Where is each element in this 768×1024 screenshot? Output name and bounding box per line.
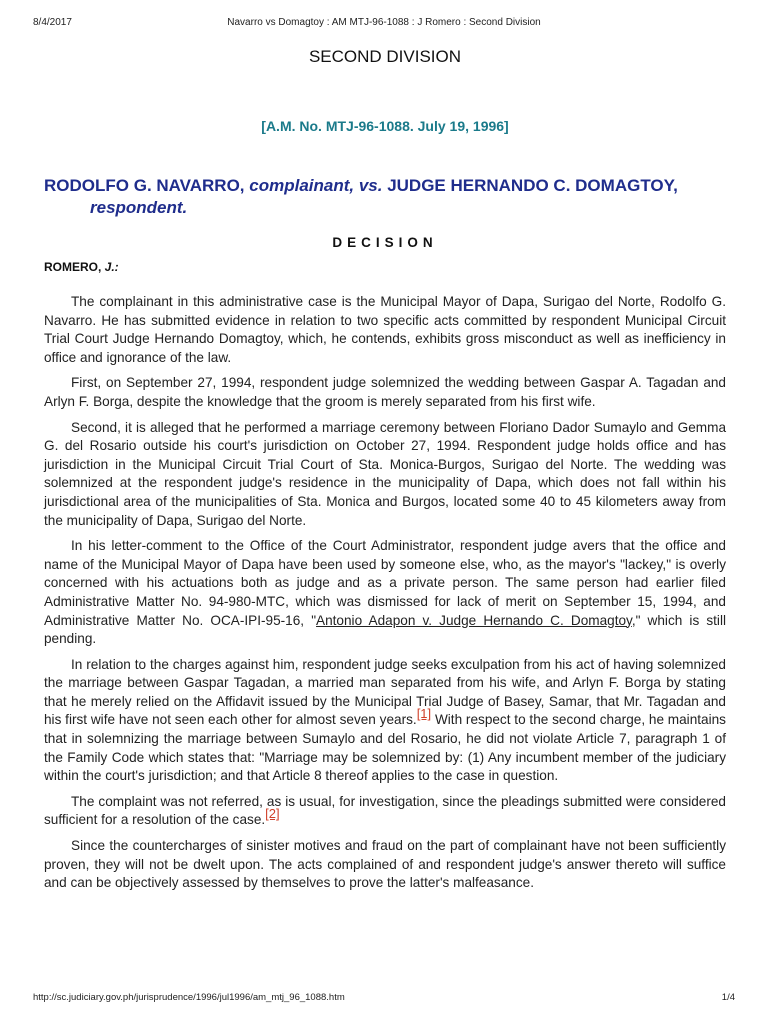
case-parties <box>44 175 726 219</box>
case-number: [A.M. No. MTJ-96-1088. July 19, 1996] <box>261 118 509 134</box>
paragraph-6-text: The complaint was not referred, as is usual, for investigation, since the pleadings submitted were considered sufficient for a resolution of the case. <box>44 793 726 828</box>
print-title: Navarro vs Domagtoy : AM MTJ-96-1088 : J Romero : Second Division <box>227 17 541 28</box>
paragraph-1: The complainant in this administrative case is the Municipal Mayor of Dapa, Surigao del Norte, Rodolfo G. Navarro. He has submitted evidence in relation to two specific acts committed by respondent Municipal Circuit Trial Court Judge Hernando Domagtoy, which, he contends, exhibits gross misconduct as well as inefficiency in office and ignorance of the law. <box>44 294 726 365</box>
paragraph-2: First, on September 27, 1994, respondent judge solemnized the wedding between Gaspar A. Tagadan and Arlyn F. Borga, despite the knowledge that the groom is merely separated from his first wife. <box>44 375 726 409</box>
cited-case-link[interactable]: Antonio Adapon v. Judge Hernando C. Domagtoy <box>316 612 632 628</box>
complainant-name: RODOLFO G. NAVARRO, <box>44 176 245 195</box>
ponente-suffix: J.: <box>104 260 119 274</box>
paragraph-7: Since the countercharges of sinister motives and fraud on the part of complainant have not been sufficiently proven, they will not be dwelt upon. The acts complained of and respondent judge's answer thereto will suffice and can be objectively assessed by themselves to prove the latter's malfeasance. <box>44 838 726 891</box>
source-url: http://sc.judiciary.gov.ph/jurisprudence/1996/jul1996/am_mtj_96_1088.htm <box>33 992 345 1003</box>
paragraph-5-text: In relation to the charges against him, respondent judge seeks exculpation from his act of having solemnized the marriage between Gaspar Tagadan, a married man separated from his wife, and Arlyn F. Borga by stating that he merely relied on the Affidavit issued by the Municipal Trial Judge of Basey, Samar, that Mr. Tagadan and his first wife have not seen each other for almost seven years. <box>44 656 726 728</box>
footnote-1-link[interactable]: [1] <box>416 706 432 722</box>
respondent-name: JUDGE HERNANDO C. DOMAGTOY, <box>382 176 678 195</box>
paragraph-5 <box>44 656 726 786</box>
footnote-2-link[interactable]: [2] <box>265 806 280 822</box>
paragraph-4-text: In his letter-comment to the Office of the Court Administrator, respondent judge avers that the office and name of the Municipal Mayor of Dapa have been used by someone else, who, as the mayor's "lackey," is overly concerned with his actuations both as judge and as a private person. The same person had earlier filed Administrative Matter No. 94-980-MTC, which was dismissed for lack of merit on September 15, 1994, and Administrative Matter No. OCA-IPI-95-16, " <box>44 538 726 628</box>
print-date: 8/4/2017 <box>33 17 72 28</box>
document-body <box>44 46 726 893</box>
page-number: 1/4 <box>721 992 735 1003</box>
decision-heading: DECISION <box>332 235 438 250</box>
respondent-role: respondent. <box>90 198 188 217</box>
ponente-name: ROMERO, <box>44 260 105 274</box>
division-heading: SECOND DIVISION <box>308 47 462 66</box>
print-footer <box>33 992 735 1006</box>
print-header <box>33 17 735 31</box>
paragraph-5-end: With respect to the second charge, he maintains that in solemnizing the marriage between Sumaylo and del Rosario, he did not violate Article 7, paragraph 1 of the Family Code which states that: "Marriage may be solemnized by: (1) Any incumbent member of the judiciary within the court's jurisdiction; and that Article 8 thereof applies to the case in question. <box>44 712 726 784</box>
paragraph-4 <box>44 537 726 649</box>
paragraph-3: Second, it is alleged that he performed a marriage ceremony between Floriano Dador Sumaylo and Gemma G. del Rosario outside his court's jurisdiction on October 27, 1994. Respondent judge holds office and has jurisdiction in the Municipal Circuit Trial Court of Sta. Monica-Burgos, Surigao del Norte. The wedding was solemnized at the respondent judge's residence in the municipality of Dapa, which does not fall within his jurisdictional area of the municipalities of Sta. Monica and Burgos, located some 40 to 45 kilometers away from the municipality of Dapa, Surigao del Norte. <box>44 419 726 528</box>
ponente <box>44 259 726 275</box>
complainant-role: complainant, vs. <box>244 176 383 195</box>
paragraph-6 <box>44 793 726 830</box>
paragraph-4-end: ," which is still pending. <box>44 612 726 647</box>
